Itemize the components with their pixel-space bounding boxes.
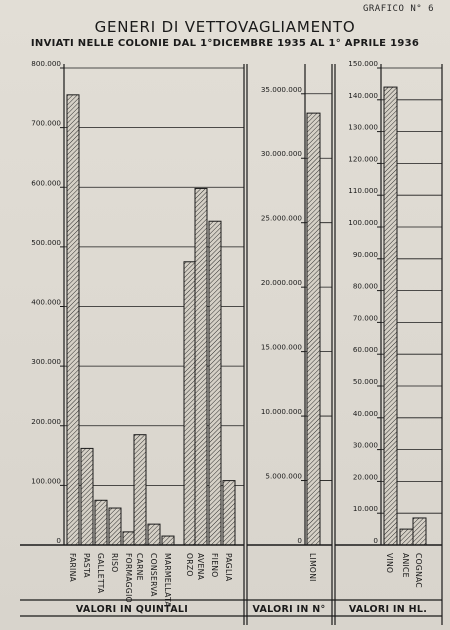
y-tick-label: 20.000.000	[260, 278, 302, 288]
y-tick-label: 20.000	[352, 472, 378, 482]
x-tick-label-carne: CARNE	[135, 553, 144, 581]
y-tick-label: 140.000	[348, 90, 378, 100]
y-tick-label: 15.000.000	[260, 342, 302, 352]
y-tick-label: 70.000	[352, 313, 378, 323]
x-tick-label-pasta: PASTA	[82, 553, 91, 578]
x-tick-label-formaggio: FORMAGGIO	[124, 553, 133, 603]
bar-farina	[67, 95, 79, 545]
x-tick-label-anice: ANICE	[401, 553, 410, 578]
y-tick-label: 40.000	[352, 408, 378, 418]
y-tick-label: 400.000	[31, 297, 61, 307]
x-tick-label-marmellata: MARMELLATA	[163, 553, 172, 607]
y-tick-label: 100.000	[31, 476, 61, 486]
x-tick-label-cognac: COGNAC	[414, 553, 423, 589]
y-tick-label: 0	[373, 536, 378, 545]
panel-quintali	[31, 59, 244, 607]
y-tick-label: 600.000	[31, 178, 61, 188]
panel-label-quintali: VALORI IN QUINTALI	[75, 604, 189, 615]
panel-label-numero: VALORI IN N°	[252, 604, 326, 615]
bar-galletta	[95, 500, 107, 545]
x-tick-label-farina: FARINA	[68, 553, 77, 583]
y-tick-label: 60.000	[352, 345, 378, 355]
y-tick-label: 110.000	[348, 186, 378, 196]
y-tick-label: 90.000	[352, 249, 378, 259]
bar-riso	[109, 508, 121, 545]
y-tick-label: 30.000.000	[260, 149, 302, 159]
panel-label-ettolitri: VALORI IN HL.	[348, 604, 428, 615]
y-tick-label: 120.000	[348, 154, 378, 164]
bar-marmellata	[162, 536, 174, 545]
y-tick-label: 30.000	[352, 440, 378, 450]
bar-avena	[195, 188, 207, 545]
y-tick-label: 50.000	[352, 377, 378, 386]
bar-cognac	[413, 518, 426, 545]
bar-formaggio	[123, 532, 135, 545]
x-tick-label-conserva: CONSERVA	[149, 553, 158, 597]
y-tick-label: 200.000	[31, 416, 61, 426]
y-tick-label: 10.000	[352, 504, 378, 514]
y-tick-label: 25.000.000	[260, 213, 302, 223]
y-tick-label: 0	[297, 536, 302, 545]
graph-number-badge: GRAFICO N° 6	[362, 4, 434, 14]
bar-conserva	[148, 524, 160, 545]
y-tick-label: 10.000.000	[260, 407, 302, 417]
x-tick-label-paglia: PAGLIA	[224, 553, 233, 582]
x-tick-label-orzo: ORZO	[185, 553, 194, 577]
y-tick-label: 700.000	[31, 118, 61, 128]
panel-numero	[261, 64, 332, 582]
y-tick-label: 35.000.000	[260, 84, 302, 94]
y-tick-label: 5.000.000	[265, 471, 302, 481]
y-tick-label: 130.000	[348, 122, 378, 132]
x-tick-label-galletta: GALLETTA	[96, 553, 105, 594]
panel-ettolitri	[348, 59, 442, 588]
chart-subtitle: INVIATI NELLE COLONIE DAL 1°DICEMBRE 1935 AL 1° APRILE 1936	[30, 38, 420, 49]
y-tick-label: 0	[56, 536, 61, 545]
x-tick-label-limoni: LIMONI	[308, 553, 317, 582]
bar-vino	[384, 87, 397, 545]
bar-anice	[400, 529, 413, 545]
x-tick-label-vino: VINO	[385, 553, 394, 574]
x-tick-label-riso: RISO	[110, 553, 119, 573]
bar-orzo	[184, 262, 196, 545]
x-tick-label-avena: AVENA	[196, 553, 205, 581]
bar-limoni	[307, 113, 320, 545]
y-tick-label: 300.000	[31, 357, 61, 367]
bar-fieno	[209, 221, 221, 545]
bar-carne	[134, 435, 146, 545]
y-tick-label: 500.000	[31, 237, 61, 247]
y-tick-label: 100.000	[348, 218, 378, 227]
bar-paglia	[223, 481, 235, 545]
y-tick-label: 80.000	[352, 281, 378, 291]
y-tick-label: 800.000	[31, 59, 61, 68]
bar-pasta	[81, 448, 93, 545]
chart-title: GENERI DI VETTOVAGLIAMENTO	[94, 18, 356, 36]
y-tick-label: 150.000	[348, 59, 378, 68]
x-tick-label-fieno: FIENO	[210, 553, 219, 578]
